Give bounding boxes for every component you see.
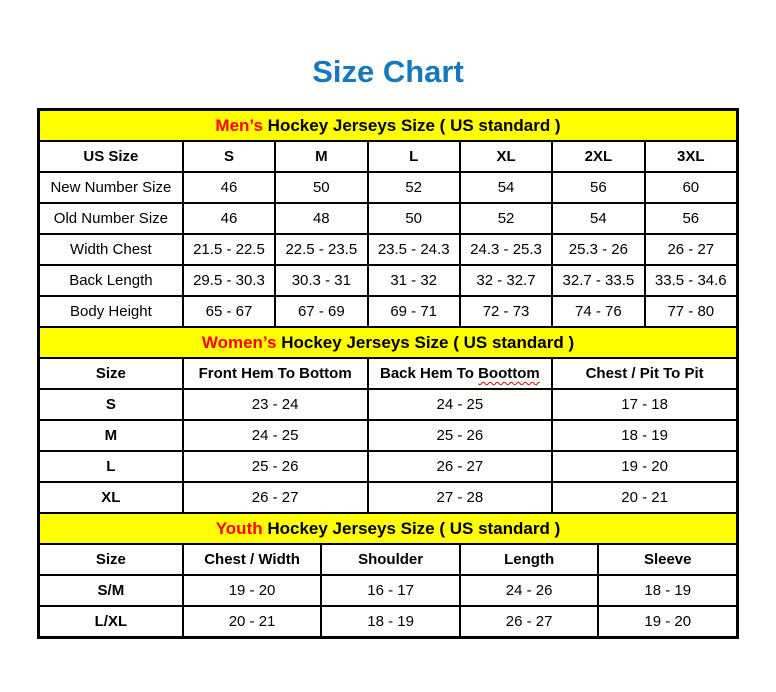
size-value-cell: 50 <box>275 172 367 203</box>
size-value-cell: 20 - 21 <box>183 606 322 637</box>
section-band-row <box>39 327 737 358</box>
size-value-cell: 52 <box>460 203 552 234</box>
size-value-cell: 56 <box>552 172 644 203</box>
size-value-cell: 24.3 - 25.3 <box>460 234 552 265</box>
column-header: Chest / Width <box>183 544 322 575</box>
size-value-cell: 19 - 20 <box>598 606 737 637</box>
column-header: Length <box>460 544 599 575</box>
column-header: M <box>275 141 367 172</box>
column-header-row <box>39 544 737 575</box>
row-label: S/M <box>39 575 183 606</box>
table-row <box>39 234 737 265</box>
table-row <box>39 389 737 420</box>
size-value-cell: 26 - 27 <box>368 451 553 482</box>
size-value-cell: 31 - 32 <box>368 265 460 296</box>
size-value-cell: 52 <box>368 172 460 203</box>
table-row <box>39 575 737 606</box>
column-header: 3XL <box>645 141 737 172</box>
band-highlight-text: Women’s <box>201 332 277 352</box>
size-value-cell: 19 - 20 <box>552 451 737 482</box>
size-value-cell: 56 <box>645 203 737 234</box>
size-value-cell: 24 - 25 <box>368 389 553 420</box>
size-value-cell: 18 - 19 <box>598 575 737 606</box>
table-row <box>39 296 737 327</box>
band-highlight-text: Men’s <box>215 115 263 135</box>
size-value-cell: 30.3 - 31 <box>275 265 367 296</box>
size-value-cell: 67 - 69 <box>275 296 367 327</box>
size-value-cell: 25.3 - 26 <box>552 234 644 265</box>
size-value-cell: 32.7 - 33.5 <box>552 265 644 296</box>
column-header: S <box>183 141 275 172</box>
column-header: Shoulder <box>321 544 460 575</box>
size-value-cell: 25 - 26 <box>183 451 368 482</box>
row-label: Width Chest <box>39 234 183 265</box>
size-value-cell: 74 - 76 <box>552 296 644 327</box>
size-value-cell: 54 <box>552 203 644 234</box>
size-chart-tables <box>37 108 739 639</box>
column-header: Back Hem To Boottom <box>368 358 553 389</box>
size-value-cell: 17 - 18 <box>552 389 737 420</box>
size-value-cell: 46 <box>183 203 275 234</box>
table-row <box>39 451 737 482</box>
column-header: L <box>368 141 460 172</box>
section-youth <box>38 512 738 638</box>
size-value-cell: 18 - 19 <box>321 606 460 637</box>
column-header: 2XL <box>552 141 644 172</box>
size-value-cell: 24 - 25 <box>183 420 368 451</box>
band-title-text: Hockey Jerseys Size ( US standard ) <box>262 115 561 135</box>
size-value-cell: 20 - 21 <box>552 482 737 513</box>
size-table-mens <box>38 109 738 328</box>
column-header: Chest / Pit To Pit <box>552 358 737 389</box>
size-table-womens <box>38 326 738 514</box>
column-header: Size <box>39 358 183 389</box>
row-label: New Number Size <box>39 172 183 203</box>
table-row <box>39 203 737 234</box>
table-row <box>39 606 737 637</box>
column-header-row <box>39 358 737 389</box>
size-value-cell: 46 <box>183 172 275 203</box>
size-value-cell: 18 - 19 <box>552 420 737 451</box>
band-title-text: Hockey Jerseys Size ( US standard ) <box>276 332 575 352</box>
size-value-cell: 16 - 17 <box>321 575 460 606</box>
size-value-cell: 50 <box>368 203 460 234</box>
section-band-row <box>39 513 737 544</box>
size-value-cell: 29.5 - 30.3 <box>183 265 275 296</box>
column-header: Front Hem To Bottom <box>183 358 368 389</box>
row-label: S <box>39 389 183 420</box>
size-value-cell: 27 - 28 <box>368 482 553 513</box>
table-row <box>39 482 737 513</box>
section-title-band <box>39 513 737 544</box>
size-value-cell: 25 - 26 <box>368 420 553 451</box>
size-value-cell: 77 - 80 <box>645 296 737 327</box>
size-value-cell: 69 - 71 <box>368 296 460 327</box>
section-title-band <box>39 327 737 358</box>
size-value-cell: 24 - 26 <box>460 575 599 606</box>
table-row <box>39 172 737 203</box>
row-label: Body Height <box>39 296 183 327</box>
size-value-cell: 22.5 - 23.5 <box>275 234 367 265</box>
table-row <box>39 265 737 296</box>
section-title-band <box>39 110 737 141</box>
section-mens <box>38 109 738 328</box>
column-header: XL <box>460 141 552 172</box>
column-header: Size <box>39 544 183 575</box>
column-header: Sleeve <box>598 544 737 575</box>
size-chart-page <box>0 54 776 639</box>
band-highlight-text: Youth <box>215 518 263 538</box>
size-value-cell: 60 <box>645 172 737 203</box>
row-label: XL <box>39 482 183 513</box>
section-womens <box>38 326 738 514</box>
page-title: Size Chart <box>312 54 464 89</box>
section-band-row <box>39 110 737 141</box>
row-label: M <box>39 420 183 451</box>
size-value-cell: 32 - 32.7 <box>460 265 552 296</box>
size-value-cell: 72 - 73 <box>460 296 552 327</box>
row-label: L <box>39 451 183 482</box>
misspelled-word: Boottom <box>478 365 540 382</box>
row-label: L/XL <box>39 606 183 637</box>
size-value-cell: 26 - 27 <box>645 234 737 265</box>
size-table-youth <box>38 512 738 638</box>
row-label: Back Length <box>39 265 183 296</box>
size-value-cell: 65 - 67 <box>183 296 275 327</box>
size-value-cell: 26 - 27 <box>183 482 368 513</box>
size-value-cell: 23 - 24 <box>183 389 368 420</box>
column-header: US Size <box>39 141 183 172</box>
size-value-cell: 48 <box>275 203 367 234</box>
size-value-cell: 26 - 27 <box>460 606 599 637</box>
band-title-text: Hockey Jerseys Size ( US standard ) <box>262 518 561 538</box>
size-value-cell: 54 <box>460 172 552 203</box>
table-row <box>39 420 737 451</box>
column-header-row <box>39 141 737 172</box>
size-value-cell: 19 - 20 <box>183 575 322 606</box>
row-label: Old Number Size <box>39 203 183 234</box>
size-value-cell: 21.5 - 22.5 <box>183 234 275 265</box>
size-value-cell: 23.5 - 24.3 <box>368 234 460 265</box>
size-value-cell: 33.5 - 34.6 <box>645 265 737 296</box>
